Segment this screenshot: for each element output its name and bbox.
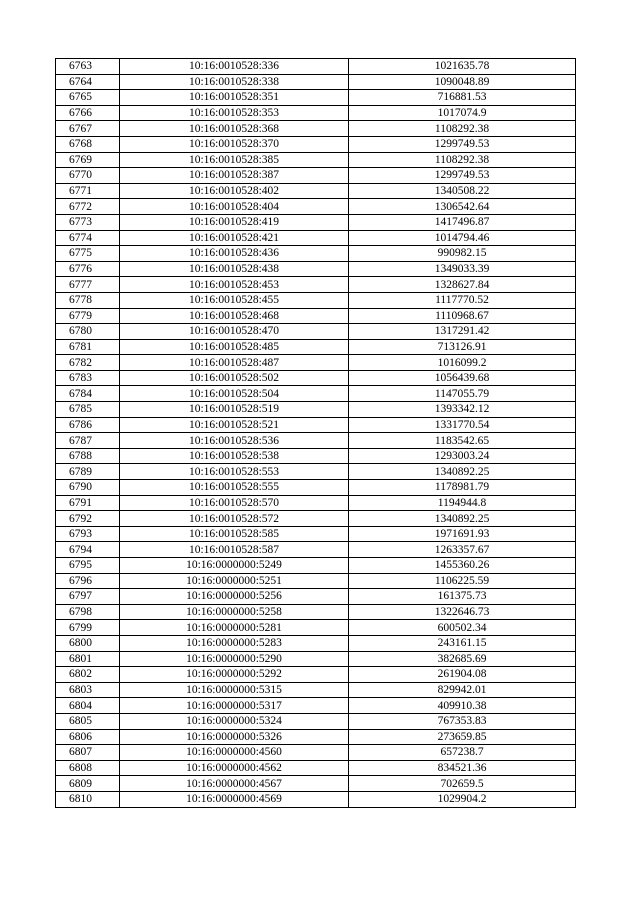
row-number-cell: 6765 xyxy=(56,90,120,106)
table-row xyxy=(56,324,576,340)
value-cell: 1293003.24 xyxy=(349,448,576,464)
row-number-cell: 6804 xyxy=(56,698,120,714)
cadastral-number-cell: 10:16:0010528:585 xyxy=(120,526,349,542)
value-cell: 273659.85 xyxy=(349,729,576,745)
row-number-cell: 6779 xyxy=(56,308,120,324)
cadastral-number-cell: 10:16:0000000:5258 xyxy=(120,604,349,620)
table-row xyxy=(56,152,576,168)
table-row xyxy=(56,199,576,215)
cadastral-number-cell: 10:16:0010528:438 xyxy=(120,261,349,277)
cadastral-number-cell: 10:16:0000000:4560 xyxy=(120,745,349,761)
cadastral-number-cell: 10:16:0010528:404 xyxy=(120,199,349,215)
value-cell: 1117770.52 xyxy=(349,292,576,308)
row-number-cell: 6807 xyxy=(56,745,120,761)
table-row xyxy=(56,308,576,324)
row-number-cell: 6771 xyxy=(56,183,120,199)
row-number-cell: 6799 xyxy=(56,620,120,636)
cadastral-number-cell: 10:16:0000000:5315 xyxy=(120,682,349,698)
cadastral-number-cell: 10:16:0010528:502 xyxy=(120,370,349,386)
data-table xyxy=(55,58,576,808)
value-cell: 834521.36 xyxy=(349,760,576,776)
value-cell: 1349033.39 xyxy=(349,261,576,277)
value-cell: 1322646.73 xyxy=(349,604,576,620)
cadastral-number-cell: 10:16:0010528:538 xyxy=(120,448,349,464)
table-row xyxy=(56,370,576,386)
row-number-cell: 6774 xyxy=(56,230,120,246)
table-row xyxy=(56,635,576,651)
cadastral-number-cell: 10:16:0010528:453 xyxy=(120,277,349,293)
cadastral-number-cell: 10:16:0010528:402 xyxy=(120,183,349,199)
value-cell: 1014794.46 xyxy=(349,230,576,246)
row-number-cell: 6797 xyxy=(56,589,120,605)
table-row xyxy=(56,90,576,106)
table-row xyxy=(56,168,576,184)
value-cell: 990982.15 xyxy=(349,246,576,262)
cadastral-number-cell: 10:16:0000000:4569 xyxy=(120,791,349,807)
row-number-cell: 6786 xyxy=(56,417,120,433)
cadastral-number-cell: 10:16:0010528:487 xyxy=(120,355,349,371)
value-cell: 382685.69 xyxy=(349,651,576,667)
value-cell: 829942.01 xyxy=(349,682,576,698)
cadastral-number-cell: 10:16:0010528:470 xyxy=(120,324,349,340)
row-number-cell: 6795 xyxy=(56,558,120,574)
cadastral-number-cell: 10:16:0010528:436 xyxy=(120,246,349,262)
row-number-cell: 6805 xyxy=(56,713,120,729)
value-cell: 1393342.12 xyxy=(349,402,576,418)
row-number-cell: 6780 xyxy=(56,324,120,340)
value-cell: 1340508.22 xyxy=(349,183,576,199)
cadastral-number-cell: 10:16:0000000:5256 xyxy=(120,589,349,605)
value-cell: 1331770.54 xyxy=(349,417,576,433)
row-number-cell: 6785 xyxy=(56,402,120,418)
cadastral-number-cell: 10:16:0010528:338 xyxy=(120,74,349,90)
value-cell: 1299749.53 xyxy=(349,136,576,152)
table-row xyxy=(56,651,576,667)
value-cell: 1340892.25 xyxy=(349,464,576,480)
cadastral-number-cell: 10:16:0010528:351 xyxy=(120,90,349,106)
row-number-cell: 6769 xyxy=(56,152,120,168)
value-cell: 1147055.79 xyxy=(349,386,576,402)
value-cell: 243161.15 xyxy=(349,635,576,651)
row-number-cell: 6788 xyxy=(56,448,120,464)
cadastral-number-cell: 10:16:0010528:370 xyxy=(120,136,349,152)
cadastral-number-cell: 10:16:0000000:4567 xyxy=(120,776,349,792)
table-row xyxy=(56,230,576,246)
cadastral-number-cell: 10:16:0010528:587 xyxy=(120,542,349,558)
table-row xyxy=(56,292,576,308)
cadastral-number-cell: 10:16:0010528:468 xyxy=(120,308,349,324)
cadastral-number-cell: 10:16:0000000:5281 xyxy=(120,620,349,636)
table-row xyxy=(56,760,576,776)
row-number-cell: 6802 xyxy=(56,667,120,683)
cadastral-number-cell: 10:16:0000000:5326 xyxy=(120,729,349,745)
value-cell: 1194944.8 xyxy=(349,495,576,511)
table-row xyxy=(56,776,576,792)
row-number-cell: 6784 xyxy=(56,386,120,402)
value-cell: 1108292.38 xyxy=(349,152,576,168)
row-number-cell: 6781 xyxy=(56,339,120,355)
value-cell: 1263357.67 xyxy=(349,542,576,558)
table-row xyxy=(56,511,576,527)
row-number-cell: 6764 xyxy=(56,74,120,90)
cadastral-number-cell: 10:16:0010528:555 xyxy=(120,480,349,496)
value-cell: 1178981.79 xyxy=(349,480,576,496)
cadastral-number-cell: 10:16:0000000:5283 xyxy=(120,635,349,651)
row-number-cell: 6796 xyxy=(56,573,120,589)
row-number-cell: 6763 xyxy=(56,59,120,75)
table-row xyxy=(56,542,576,558)
table-row xyxy=(56,604,576,620)
cadastral-number-cell: 10:16:0010528:504 xyxy=(120,386,349,402)
row-number-cell: 6808 xyxy=(56,760,120,776)
table-row xyxy=(56,105,576,121)
row-number-cell: 6793 xyxy=(56,526,120,542)
row-number-cell: 6766 xyxy=(56,105,120,121)
table-row xyxy=(56,246,576,262)
table-row xyxy=(56,573,576,589)
value-cell: 409910.38 xyxy=(349,698,576,714)
table-row xyxy=(56,261,576,277)
table-row xyxy=(56,355,576,371)
row-number-cell: 6767 xyxy=(56,121,120,137)
table-row xyxy=(56,464,576,480)
table-row xyxy=(56,526,576,542)
table-row xyxy=(56,386,576,402)
row-number-cell: 6794 xyxy=(56,542,120,558)
table-row xyxy=(56,791,576,807)
row-number-cell: 6801 xyxy=(56,651,120,667)
value-cell: 702659.5 xyxy=(349,776,576,792)
cadastral-number-cell: 10:16:0010528:455 xyxy=(120,292,349,308)
value-cell: 657238.7 xyxy=(349,745,576,761)
value-cell: 261904.08 xyxy=(349,667,576,683)
table-row xyxy=(56,729,576,745)
value-cell: 1455360.26 xyxy=(349,558,576,574)
value-cell: 1183542.65 xyxy=(349,433,576,449)
cadastral-number-cell: 10:16:0010528:387 xyxy=(120,168,349,184)
cadastral-number-cell: 10:16:0010528:421 xyxy=(120,230,349,246)
cadastral-number-cell: 10:16:0010528:570 xyxy=(120,495,349,511)
value-cell: 1056439.68 xyxy=(349,370,576,386)
row-number-cell: 6798 xyxy=(56,604,120,620)
table-row xyxy=(56,667,576,683)
row-number-cell: 6776 xyxy=(56,261,120,277)
row-number-cell: 6806 xyxy=(56,729,120,745)
cadastral-number-cell: 10:16:0010528:521 xyxy=(120,417,349,433)
table-row xyxy=(56,589,576,605)
cadastral-number-cell: 10:16:0010528:368 xyxy=(120,121,349,137)
row-number-cell: 6789 xyxy=(56,464,120,480)
row-number-cell: 6800 xyxy=(56,635,120,651)
row-number-cell: 6777 xyxy=(56,277,120,293)
table-row xyxy=(56,713,576,729)
cadastral-number-cell: 10:16:0010528:485 xyxy=(120,339,349,355)
table-row xyxy=(56,277,576,293)
value-cell: 1021635.78 xyxy=(349,59,576,75)
row-number-cell: 6773 xyxy=(56,214,120,230)
cadastral-number-cell: 10:16:0000000:5324 xyxy=(120,713,349,729)
row-number-cell: 6787 xyxy=(56,433,120,449)
value-cell: 161375.73 xyxy=(349,589,576,605)
value-cell: 1090048.89 xyxy=(349,74,576,90)
value-cell: 1317291.42 xyxy=(349,324,576,340)
table-row xyxy=(56,136,576,152)
cadastral-number-cell: 10:16:0010528:536 xyxy=(120,433,349,449)
table-row xyxy=(56,121,576,137)
table-row xyxy=(56,74,576,90)
row-number-cell: 6775 xyxy=(56,246,120,262)
cadastral-number-cell: 10:16:0000000:5292 xyxy=(120,667,349,683)
value-cell: 1340892.25 xyxy=(349,511,576,527)
cadastral-number-cell: 10:16:0000000:5317 xyxy=(120,698,349,714)
row-number-cell: 6809 xyxy=(56,776,120,792)
table-row xyxy=(56,495,576,511)
table-row xyxy=(56,682,576,698)
row-number-cell: 6790 xyxy=(56,480,120,496)
table-row xyxy=(56,183,576,199)
cadastral-number-cell: 10:16:0010528:385 xyxy=(120,152,349,168)
cadastral-number-cell: 10:16:0010528:519 xyxy=(120,402,349,418)
table-row xyxy=(56,698,576,714)
table-row xyxy=(56,620,576,636)
table-row xyxy=(56,558,576,574)
row-number-cell: 6770 xyxy=(56,168,120,184)
table-row xyxy=(56,745,576,761)
row-number-cell: 6792 xyxy=(56,511,120,527)
cadastral-number-cell: 10:16:0000000:5249 xyxy=(120,558,349,574)
table-row xyxy=(56,448,576,464)
value-cell: 1016099.2 xyxy=(349,355,576,371)
cadastral-number-cell: 10:16:0010528:419 xyxy=(120,214,349,230)
value-cell: 1306542.64 xyxy=(349,199,576,215)
table-row xyxy=(56,433,576,449)
row-number-cell: 6783 xyxy=(56,370,120,386)
row-number-cell: 6782 xyxy=(56,355,120,371)
table-row xyxy=(56,59,576,75)
value-cell: 1106225.59 xyxy=(349,573,576,589)
value-cell: 1417496.87 xyxy=(349,214,576,230)
row-number-cell: 6810 xyxy=(56,791,120,807)
row-number-cell: 6778 xyxy=(56,292,120,308)
cadastral-number-cell: 10:16:0010528:553 xyxy=(120,464,349,480)
row-number-cell: 6803 xyxy=(56,682,120,698)
row-number-cell: 6768 xyxy=(56,136,120,152)
value-cell: 1110968.67 xyxy=(349,308,576,324)
value-cell: 713126.91 xyxy=(349,339,576,355)
cadastral-number-cell: 10:16:0000000:4562 xyxy=(120,760,349,776)
value-cell: 1029904.2 xyxy=(349,791,576,807)
value-cell: 600502.34 xyxy=(349,620,576,636)
value-cell: 1108292.38 xyxy=(349,121,576,137)
table-row xyxy=(56,339,576,355)
table-row xyxy=(56,214,576,230)
value-cell: 716881.53 xyxy=(349,90,576,106)
row-number-cell: 6791 xyxy=(56,495,120,511)
table-row xyxy=(56,402,576,418)
value-cell: 1017074.9 xyxy=(349,105,576,121)
table-body xyxy=(56,59,576,808)
value-cell: 1299749.53 xyxy=(349,168,576,184)
cadastral-number-cell: 10:16:0010528:353 xyxy=(120,105,349,121)
cadastral-number-cell: 10:16:0010528:336 xyxy=(120,59,349,75)
cadastral-number-cell: 10:16:0000000:5290 xyxy=(120,651,349,667)
cadastral-number-cell: 10:16:0010528:572 xyxy=(120,511,349,527)
value-cell: 767353.83 xyxy=(349,713,576,729)
row-number-cell: 6772 xyxy=(56,199,120,215)
table-row xyxy=(56,417,576,433)
value-cell: 1328627.84 xyxy=(349,277,576,293)
value-cell: 1971691.93 xyxy=(349,526,576,542)
cadastral-number-cell: 10:16:0000000:5251 xyxy=(120,573,349,589)
table-row xyxy=(56,480,576,496)
